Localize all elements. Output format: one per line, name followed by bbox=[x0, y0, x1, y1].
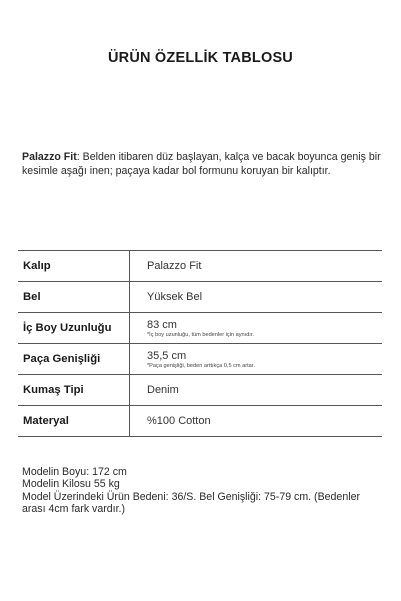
spec-row-kalip bbox=[18, 251, 382, 282]
spec-value-cell bbox=[130, 313, 254, 343]
spec-value: Palazzo Fit bbox=[147, 259, 202, 272]
spec-value: %100 Cotton bbox=[147, 414, 211, 427]
spec-value-cell bbox=[130, 282, 202, 312]
model-info bbox=[22, 466, 382, 515]
page-title: ÜRÜN ÖZELLİK TABLOSU bbox=[108, 50, 293, 66]
spec-key: İç Boy Uzunluğu bbox=[18, 313, 130, 343]
fit-description bbox=[22, 150, 382, 178]
spec-value-cell bbox=[130, 251, 201, 281]
fit-description-text: : Belden itibaren düz başlayan, kalça ve bacak boyunca geniş bir kesimle aşağı inen; paçaya kadar bol formunu koruyan bir kalıptır. bbox=[22, 151, 381, 177]
model-weight: Modelin Kilosu 55 kg bbox=[22, 478, 120, 491]
spec-value: Denim bbox=[147, 383, 179, 396]
spec-note: *Paça genişliği, beden arttıkça 0,5 cm artar. bbox=[147, 363, 255, 369]
fit-description-label: Palazzo Fit bbox=[22, 151, 77, 163]
spec-row-ic-boy bbox=[18, 313, 382, 344]
spec-value: 83 cm bbox=[147, 319, 177, 331]
spec-key: Bel bbox=[18, 282, 130, 312]
spec-note: *İç boy uzunluğu, tüm bedenler için aynıdır. bbox=[147, 332, 254, 338]
spec-row-bel bbox=[18, 282, 382, 313]
spec-row-paca bbox=[18, 344, 382, 375]
spec-row-kumas bbox=[18, 375, 382, 406]
spec-value-cell bbox=[130, 375, 179, 405]
spec-value-cell bbox=[130, 406, 211, 436]
spec-key: Paça Genişliği bbox=[18, 344, 130, 374]
spec-key: Materyal bbox=[18, 406, 130, 436]
spec-table bbox=[18, 250, 382, 437]
spec-value: Yüksek Bel bbox=[147, 290, 203, 303]
model-height: Modelin Boyu: 172 cm bbox=[22, 466, 127, 478]
spec-key: Kumaş Tipi bbox=[18, 375, 130, 405]
spec-key: Kalıp bbox=[18, 251, 130, 281]
spec-value-cell bbox=[130, 344, 255, 374]
model-size: Model Üzerindeki Ürün Bedeni: 36/S. Bel Genişliği: 75-79 cm. (Bedenler arası 4cm fark vardır.) bbox=[22, 490, 360, 515]
spec-row-materyal bbox=[18, 406, 382, 437]
spec-value: 35,5 cm bbox=[147, 350, 187, 362]
